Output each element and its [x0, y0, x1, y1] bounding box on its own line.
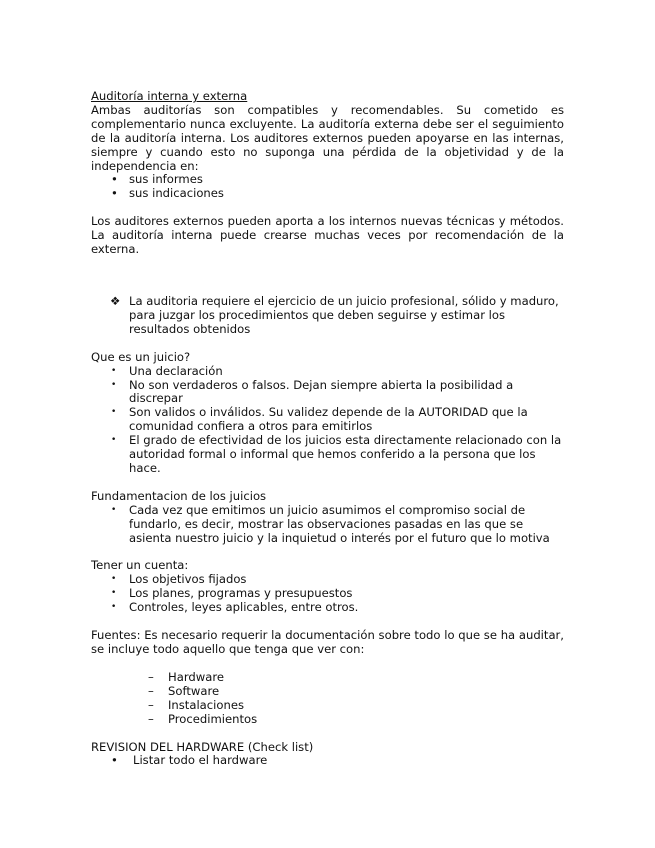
dash-bullet-icon: – — [148, 683, 154, 698]
list-item-text: sus indicaciones — [129, 186, 224, 201]
list-diamond — [91, 295, 564, 337]
heading-tener-un-cuenta: Tener un cuenta: — [91, 558, 189, 573]
list-item-text: Los objetivos fijados — [129, 572, 247, 587]
list-item — [91, 365, 564, 379]
list-item — [91, 699, 564, 713]
list-item-text: Una declaración — [129, 363, 223, 378]
list-item-text: El grado de efectividad de los juicios esta directamente relacionado con la autoridad formal o informal que hemos conferido a la persona que los hace. — [129, 433, 562, 475]
list-item-text: Procedimientos — [168, 711, 258, 726]
list-item-text: Cada vez que emitimos un juicio asumimos el compromiso social de fundarlo, es decir, mostrar las observaciones pasadas en las que se asienta nuestro juicio y la inquietud o interés por el futuro que lo motiva — [129, 502, 550, 545]
heading-que-es-un-juicio: Que es un juicio? — [91, 349, 191, 364]
bullet-icon: • — [111, 588, 117, 599]
list-item — [91, 713, 564, 727]
list-item-text: Hardware — [168, 669, 224, 684]
document-page — [91, 90, 564, 768]
bullet-icon: • — [111, 172, 118, 187]
list-fundamentacion — [91, 504, 564, 546]
list-item-text: No son verdaderos o falsos. Dejan siempre abierta la posibilidad a discrepar — [129, 377, 514, 406]
list-item — [91, 434, 564, 476]
bullet-icon: • — [111, 602, 117, 613]
bullet-icon: • — [111, 574, 117, 585]
bullet-icon: • — [111, 379, 117, 390]
bullet-icon: • — [111, 186, 118, 201]
list-item — [91, 587, 564, 601]
paragraph-auditores-externos: Los auditores externos pueden aporta a los internos nuevas técnicas y métodos. La auditoría interna puede crearse muchas veces por recomendación de la externa. — [91, 214, 564, 257]
list-item — [91, 295, 564, 337]
list-item-text: Son validos o inválidos. Su validez depende de la AUTORIDAD que la comunidad confiera a otros para emitirlos — [129, 405, 528, 434]
dash-bullet-icon: – — [148, 669, 154, 684]
list-item — [91, 379, 564, 407]
list-cuenta — [91, 573, 564, 615]
list-item — [91, 406, 564, 434]
list-item-text: Software — [168, 683, 220, 698]
list-revision — [91, 754, 564, 768]
list-item-text: Listar todo el hardware — [133, 753, 268, 768]
heading-revision-hardware: REVISION DEL HARDWARE (Check list) — [91, 739, 314, 754]
list-independencia — [91, 173, 564, 201]
paragraph-fuentes: Fuentes: Es necesario requerir la documentación sobre todo lo que se ha auditar, se incluye todo aquello que tenga que ver con: — [91, 628, 564, 656]
list-item — [91, 187, 564, 201]
bullet-icon: • — [111, 407, 117, 418]
list-item — [91, 504, 564, 546]
list-item — [91, 754, 564, 768]
paragraph-auditoria: Ambas auditorías son compatibles y recomendables. Su cometido es complementario nunca excluyente. La auditoría externa debe ser el seguimiento de la auditoría interna. Los auditores externos pueden apoyarse en las internas, siempre y cuando esto no suponga una pérdida de la objetividad y de la independencia en: — [91, 102, 564, 173]
heading-fundamentacion: Fundamentacion de los juicios — [91, 488, 267, 503]
diamond-bullet-icon: ❖ — [110, 293, 121, 308]
list-item-text: Controles, leyes aplicables, entre otros. — [129, 600, 359, 615]
list-item — [91, 671, 564, 685]
list-juicio — [91, 365, 564, 476]
bullet-icon: • — [111, 435, 117, 446]
list-item-text: sus informes — [129, 172, 203, 187]
list-fuentes — [91, 671, 564, 727]
list-item-text: Instalaciones — [168, 697, 244, 712]
section-title-auditoria: Auditoría interna y externa — [91, 89, 248, 103]
dash-bullet-icon: – — [148, 711, 154, 726]
bullet-icon: • — [111, 753, 118, 768]
dash-bullet-icon: – — [148, 697, 154, 712]
bullet-icon: • — [111, 365, 117, 376]
list-item — [91, 173, 564, 187]
list-item — [91, 685, 564, 699]
bullet-icon: • — [111, 504, 117, 515]
list-item — [91, 573, 564, 587]
list-item — [91, 601, 564, 615]
list-item-text: La auditoria requiere el ejercicio de un juicio profesional, sólido y maduro, para juzgar los procedimientos que deben seguirse y estimar los resultados obtenidos — [129, 293, 559, 336]
list-item-text: Los planes, programas y presupuestos — [129, 586, 353, 601]
